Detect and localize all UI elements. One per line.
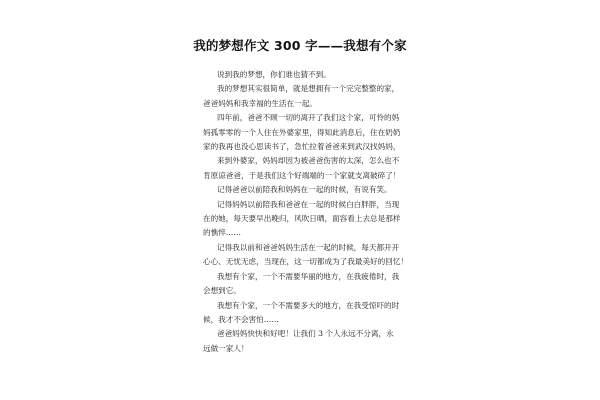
essay-line: 肯原谅爸爸，于是我们这个好端端的一个家就支离破碎了！ xyxy=(203,170,401,180)
essay-line: 在的她，每天要早出晚归，风吹日晒，面容看上去总是那样 xyxy=(203,214,401,224)
essay-line: 说到我的梦想，你们谁也猜不到。 xyxy=(217,70,331,79)
essay-line: 四年前，爸爸不顾一切的离开了我们这个家，可怜的妈 xyxy=(217,113,400,123)
page-title: 我的梦想作文 300 字——我想有个家 xyxy=(193,38,407,53)
essay-body xyxy=(203,68,409,356)
essay-line: 爸爸妈妈和我幸福的生活在一起。 xyxy=(203,98,317,108)
essay-line: 远做一家人！ xyxy=(203,343,249,353)
essay-line: 记得我以前和爸爸妈妈生活在一起的时候，每天都开开 xyxy=(217,242,400,252)
essay-line: 妈孤零零的一个人住在外婆家里，得知此消息后，住在奶奶 xyxy=(203,127,401,137)
essay-line: 爸爸妈妈快快和好吧！让我们 3 个人永远不分离，永 xyxy=(217,329,394,339)
essay-line: 记得妈妈以前陪我和爸爸在一起的时候白白胖胖，当现 xyxy=(217,199,400,209)
essay-line: 的憔悴…… xyxy=(203,228,241,238)
essay-line: 记得爸爸以前陪我和妈妈在一起的时候，有说有笑。 xyxy=(217,185,392,195)
essay-line: 心心、无忧无虑，当现在，这一切都成为了我最美好的回忆！ xyxy=(203,257,409,267)
essay-line: 候，我才不会害怕…… xyxy=(203,314,279,324)
essay-line: 我想有个家，一个不需要华丽的地方，在我疲倦时，我 xyxy=(217,271,400,281)
essay-line: 我的梦想其实很简单，就是想拥有一个完完整整的家， xyxy=(217,84,400,94)
essay-line: 家的我再也没心思读书了，急忙拉着爸爸来到武汉找妈妈， xyxy=(203,142,401,152)
essay-line: 会想到它。 xyxy=(203,286,241,296)
essay-line: 我想有个家，一个不需要多大的地方，在我受惊吓的时 xyxy=(217,300,400,310)
essay-line: 来到外婆家，妈妈却因为被爸爸伤害的太深，怎么也不 xyxy=(217,156,400,166)
